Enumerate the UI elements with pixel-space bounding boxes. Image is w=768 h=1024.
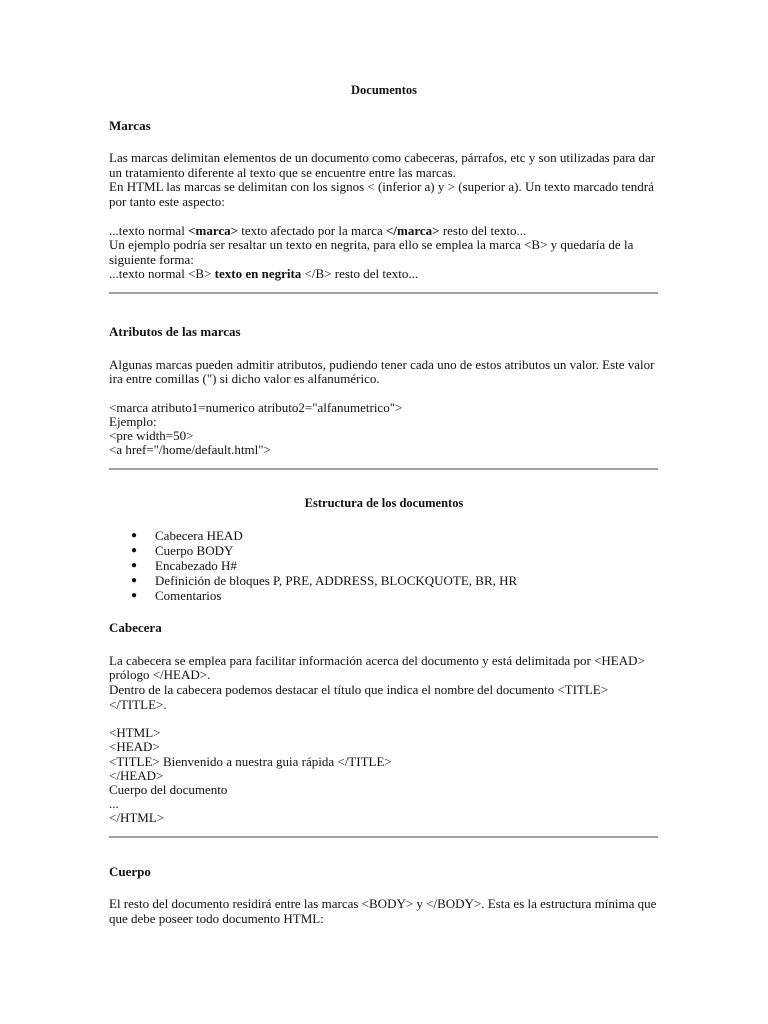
- marcas-paragraph-1: Las marcas delimitan elementos de un documento como cabeceras, párrafos, etc y son utilizadas para dar un tratamiento diferente al texto que se encuentre entre las marcas.: [109, 150, 656, 180]
- code-line: Cuerpo del documento: [109, 781, 228, 797]
- marcas-paragraph-3: Un ejemplo podría ser resaltar un texto en negrita, para ello se emplea la marca <B> y quedaría de la siguiente forma:: [109, 237, 634, 267]
- code-line: <pre width=50>: [109, 428, 194, 444]
- code-line: <HTML>: [109, 725, 161, 741]
- cabecera-paragraph-2: Dentro de la cabecera podemos destacar el título que indica el nombre del documento <TITLE> </TITLE>.: [109, 681, 609, 712]
- code-line: ...: [109, 796, 119, 812]
- code-line: <a href="/home/default.html">: [109, 442, 271, 458]
- heading-cuerpo: Cuerpo: [109, 863, 151, 879]
- heading-atributos: Atributos de las marcas: [109, 323, 241, 339]
- list-item: [109, 543, 659, 558]
- example2-pre: ...texto normal <B>: [109, 266, 215, 282]
- example2-post: </B> resto del texto...: [301, 266, 419, 282]
- estructura-list: [109, 528, 659, 603]
- atributos-code-block: [109, 401, 659, 458]
- document-content: [109, 83, 659, 926]
- bullet-icon: ●: [131, 545, 138, 557]
- bullet-icon: ●: [131, 590, 138, 602]
- list-item: [109, 588, 659, 603]
- code-line: <marca atributo1=numerico atributo2="alfanumetrico">: [109, 399, 403, 415]
- list-item: [109, 558, 659, 573]
- atributos-paragraph-1: Algunas marcas pueden admitir atributos, pudiendo tener cada uno de estos atributos un valor. Este valor ira entre comillas (") si dicho valor es alfanumérico.: [109, 356, 655, 387]
- bullet-icon: ●: [131, 560, 138, 572]
- example1-pre: ...texto normal: [109, 222, 189, 238]
- marcas-example-2: [109, 267, 659, 282]
- marcas-paragraph-2: En HTML las marcas se delimitan con los signos < (inferior a) y > (superior a). Un texto marcado tendrá por tanto este aspecto:: [109, 179, 654, 209]
- heading-cabecera: Cabecera: [109, 620, 162, 636]
- cabecera-code-block: [109, 726, 659, 825]
- example2-bold-text: texto en negrita: [214, 266, 302, 282]
- list-item-text: Definición de bloques P, PRE, ADDRESS, BLOCKQUOTE, BR, HR: [155, 573, 518, 589]
- heading-estructura: Estructura de los documentos: [304, 495, 464, 510]
- bullet-icon: ●: [131, 530, 138, 542]
- cuerpo-paragraph-1: El resto del documento residirá entre las marcas <BODY> y </BODY>. Esta es la estructura mínima que que debe poseer todo documento HTML:: [109, 896, 657, 926]
- code-line: Ejemplo:: [109, 413, 157, 429]
- cabecera-paragraph-1: La cabecera se emplea para facilitar información acerca del documento y está delimitada por <HEAD> prólogo </HEAD>.: [109, 652, 645, 683]
- list-item: [109, 528, 659, 543]
- list-item-text: Encabezado H#: [155, 558, 237, 574]
- list-item-text: Cabecera HEAD: [155, 528, 243, 544]
- code-line: </HTML>: [109, 810, 165, 826]
- document-title: Documentos: [351, 83, 417, 97]
- code-line: <TITLE> Bienvenido a nuestra guia rápida </TITLE>: [109, 753, 392, 769]
- example1-mid: texto afectado por la marca: [238, 222, 387, 238]
- example1-open-tag: <marca>: [188, 222, 239, 238]
- list-item-text: Cuerpo BODY: [155, 543, 234, 559]
- example1-post: resto del texto...: [439, 222, 527, 238]
- example1-close-tag: </marca>: [386, 222, 440, 238]
- code-line: <HEAD>: [109, 739, 160, 755]
- list-item-text: Comentarios: [155, 588, 222, 604]
- marcas-example-1: [109, 224, 659, 239]
- code-line: </HEAD>: [109, 767, 164, 783]
- bullet-icon: ●: [131, 575, 138, 587]
- list-item: [109, 573, 659, 588]
- heading-marcas: Marcas: [109, 117, 151, 133]
